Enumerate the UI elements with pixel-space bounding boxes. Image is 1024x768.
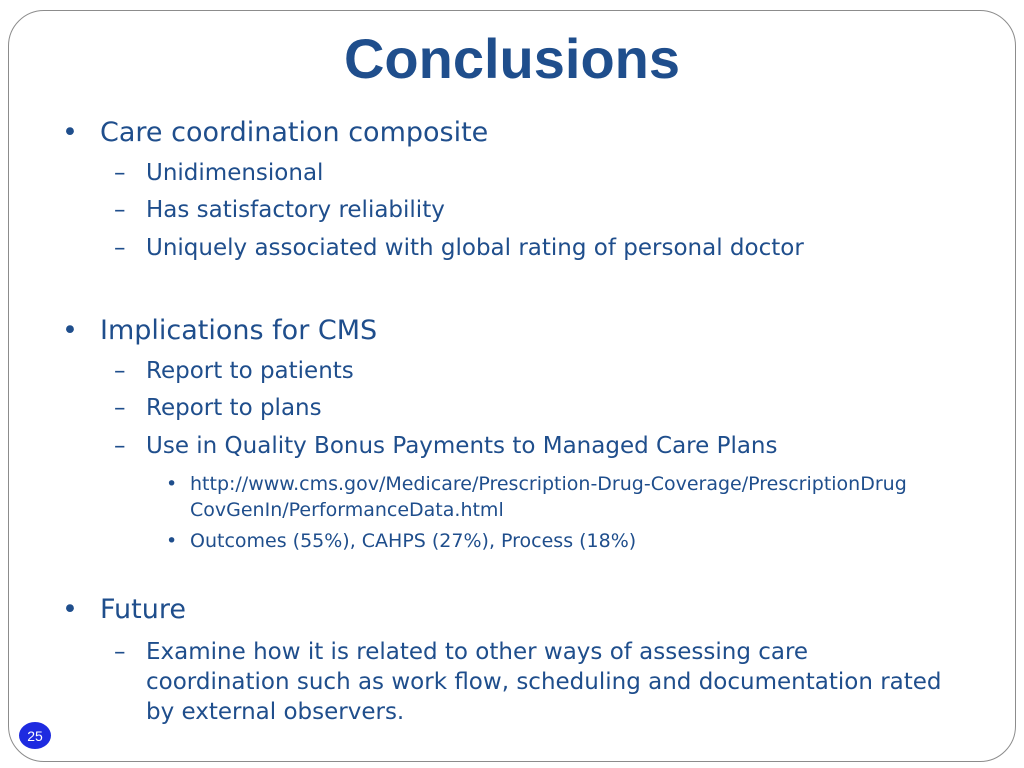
bullet-implications-cms bbox=[62, 315, 378, 346]
sub-bullet-text: Has satisfactory reliability bbox=[146, 197, 445, 223]
dash-mark: – bbox=[114, 639, 126, 665]
bullet-text: Implications for CMS bbox=[100, 315, 378, 346]
dash-mark: – bbox=[114, 358, 126, 384]
sub-bullet-text: Use in Quality Bonus Payments to Managed Care Plans bbox=[146, 433, 778, 459]
bullet-mark: • bbox=[62, 594, 78, 625]
bullet-future bbox=[62, 594, 186, 625]
dash-mark: – bbox=[114, 433, 126, 459]
sub-sub-bullet-text: Outcomes (55%), CAHPS (27%), Process (18%) bbox=[190, 530, 637, 552]
sub-sub-bullet-cms-link bbox=[166, 471, 910, 523]
dash-mark: – bbox=[114, 395, 126, 421]
dash-mark: – bbox=[114, 160, 126, 186]
page-number-badge: 25 bbox=[19, 722, 51, 749]
sub-bullet-text: Report to patients bbox=[146, 358, 354, 384]
bullet-care-coordination bbox=[62, 117, 489, 148]
sub-bullet-global-rating bbox=[114, 235, 804, 261]
bullet-mark: • bbox=[62, 117, 78, 148]
cms-url-text: http://www.cms.gov/Medicare/Prescription-Drug-Coverage/PrescriptionDrugCovGenIn/PerformanceData.html bbox=[190, 473, 907, 521]
sub-bullet-text: Unidimensional bbox=[146, 160, 324, 186]
sub-sub-bullet-weights bbox=[166, 530, 637, 552]
sub-bullet-text: Report to plans bbox=[146, 395, 322, 421]
sub-bullet-examine bbox=[114, 637, 956, 727]
slide-title: Conclusions bbox=[343, 27, 681, 90]
dash-mark: – bbox=[114, 197, 126, 223]
dash-mark: – bbox=[114, 235, 126, 261]
bullet-mark: • bbox=[166, 530, 178, 552]
sub-bullet-unidimensional bbox=[114, 160, 324, 186]
sub-bullet-quality-bonus bbox=[114, 433, 778, 459]
bullet-mark: • bbox=[166, 473, 178, 495]
bullet-mark: • bbox=[62, 315, 78, 346]
bullet-text: Care coordination composite bbox=[100, 117, 489, 148]
sub-bullet-reliability bbox=[114, 197, 445, 223]
sub-bullet-text: Uniquely associated with global rating of personal doctor bbox=[146, 235, 804, 261]
sub-bullet-report-patients bbox=[114, 358, 354, 384]
sub-bullet-report-plans bbox=[114, 395, 322, 421]
bullet-text: Future bbox=[100, 594, 186, 625]
sub-bullet-text: Examine how it is related to other ways of assessing care coordination such as work flow, scheduling and documentation rated by external observers. bbox=[146, 639, 942, 725]
